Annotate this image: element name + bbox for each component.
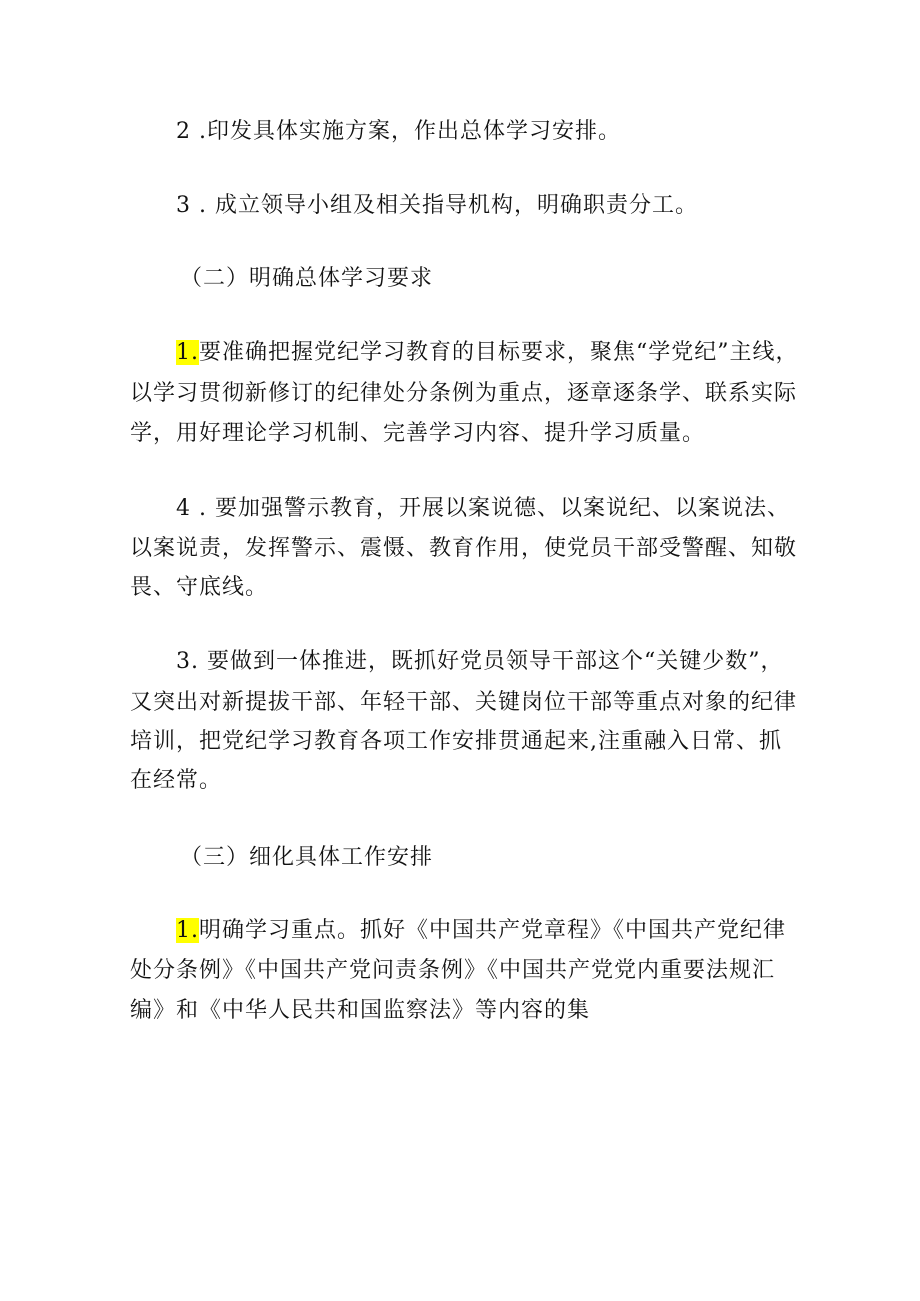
- paragraph-line: 3. 要做到一体推进，既抓好党员领导干部这个“关键少数”，: [176, 649, 784, 674]
- section-heading: （二）明确总体学习要求: [180, 266, 434, 291]
- section-heading: （三）细化具体工作安排: [180, 845, 434, 870]
- paragraph-line: 又突出对新提拔干部、年轻干部、关键岗位干部等重点对象的纪律: [130, 690, 798, 715]
- highlighted-list-marker: 1.: [176, 918, 199, 943]
- paragraph-line: 在经常。: [130, 768, 223, 793]
- paragraph-line: 处分条例》《中国共产党问责条例》《中国共产党党内重要法规汇: [130, 958, 776, 983]
- paragraph-line: 以学习贯彻新修订的纪律处分条例为重点，逐章逐条学、联系实际: [130, 381, 798, 406]
- paragraph-line: 畏、守底线。: [130, 575, 269, 600]
- paragraph-line: 以案说责，发挥警示、震慑、教育作用，使党员干部受警醒、知敬: [130, 536, 798, 561]
- paragraph-line: 1.明确学习重点。抓好《中国共产党章程》《中国共产党纪律: [176, 918, 787, 943]
- paragraph-line: 编》和《中华人民共和国监察法》等内容的集: [130, 998, 591, 1023]
- paragraph-line: 1.要准确把握党纪学习教育的目标要求，聚焦“学党纪”主线，: [176, 340, 799, 365]
- paragraph-line: 2 .印发具体实施方案，作出总体学习安排。: [176, 119, 621, 144]
- highlighted-list-marker: 1.: [176, 340, 199, 365]
- paragraph-line: 培训，把党纪学习教育各项工作安排贯通起来,注重融入日常、抓: [130, 729, 782, 754]
- paragraph-line: 4 . 要加强警示教育，开展以案说德、以案说纪、以案说法、: [176, 496, 790, 521]
- paragraph-line: 学，用好理论学习机制、完善学习内容、提升学习质量。: [130, 421, 706, 446]
- paragraph-line: 3 . 成立领导小组及相关指导机构，明确职责分工。: [176, 193, 698, 218]
